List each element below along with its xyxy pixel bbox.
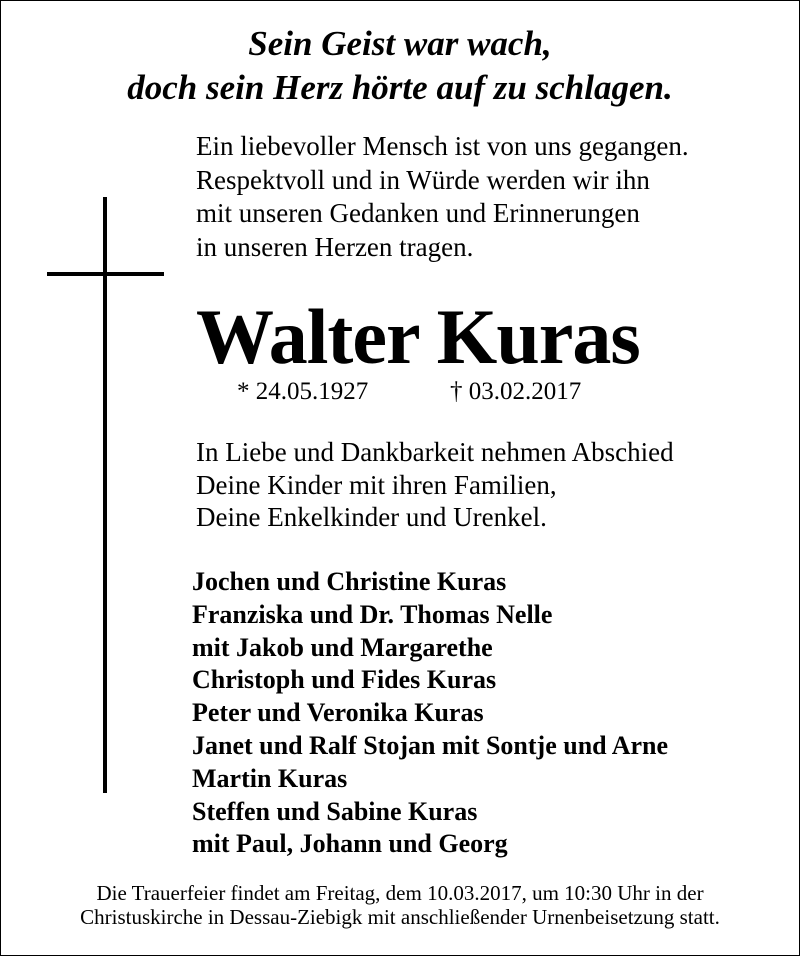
motto-line-2: doch sein Herz hörte auf zu schlagen. [127, 68, 673, 107]
funeral-notice-line: Christuskirche in Dessau-Ziebigk mit anschließender Urnenbeisetzung statt. [80, 904, 720, 929]
family-member: Christoph und Fides Kuras [192, 665, 497, 695]
family-member: mit Paul, Johann und Georg [192, 829, 508, 859]
cross-vertical-bar [103, 197, 107, 793]
mourners-line: In Liebe und Dankbarkeit nehmen Abschied [196, 437, 674, 467]
death-date: † 03.02.2017 [450, 378, 582, 405]
family-member: Peter und Veronika Kuras [192, 698, 484, 728]
family-member: Martin Kuras [192, 763, 348, 793]
birth-date: * 24.05.1927 [237, 378, 369, 405]
family-member: Steffen und Sabine Kuras [192, 796, 478, 826]
family-member: Janet und Ralf Stojan mit Sontje und Arne [192, 730, 669, 760]
mourners-line: Deine Kinder mit ihren Familien, [196, 469, 557, 500]
deceased-name: Walter Kuras [196, 293, 640, 380]
motto-line-1: Sein Geist war wach, [248, 24, 552, 63]
funeral-notice-line: Die Trauerfeier findet am Freitag, dem 10.03.2017, um 10:30 Uhr in der [96, 881, 704, 905]
intro-line: mit unseren Gedanken und Erinnerungen [196, 198, 640, 228]
intro-line: in unseren Herzen tragen. [196, 231, 474, 262]
family-member: Jochen und Christine Kuras [192, 567, 507, 596]
mourners-text [196, 436, 674, 534]
cross-horizontal-bar [47, 272, 164, 276]
intro-line: Respektvoll und in Würde werden wir ihn [196, 164, 650, 195]
funeral-notice [0, 882, 800, 929]
family-member: Franziska und Dr. Thomas Nelle [192, 599, 553, 629]
mourners-line: Deine Enkelkinder und Urenkel. [196, 502, 547, 532]
family-member: mit Jakob und Margarethe [192, 632, 493, 662]
family-list [192, 566, 668, 861]
intro-text [196, 130, 689, 264]
intro-line: Ein liebevoller Mensch ist von uns gegangen. [196, 131, 689, 161]
